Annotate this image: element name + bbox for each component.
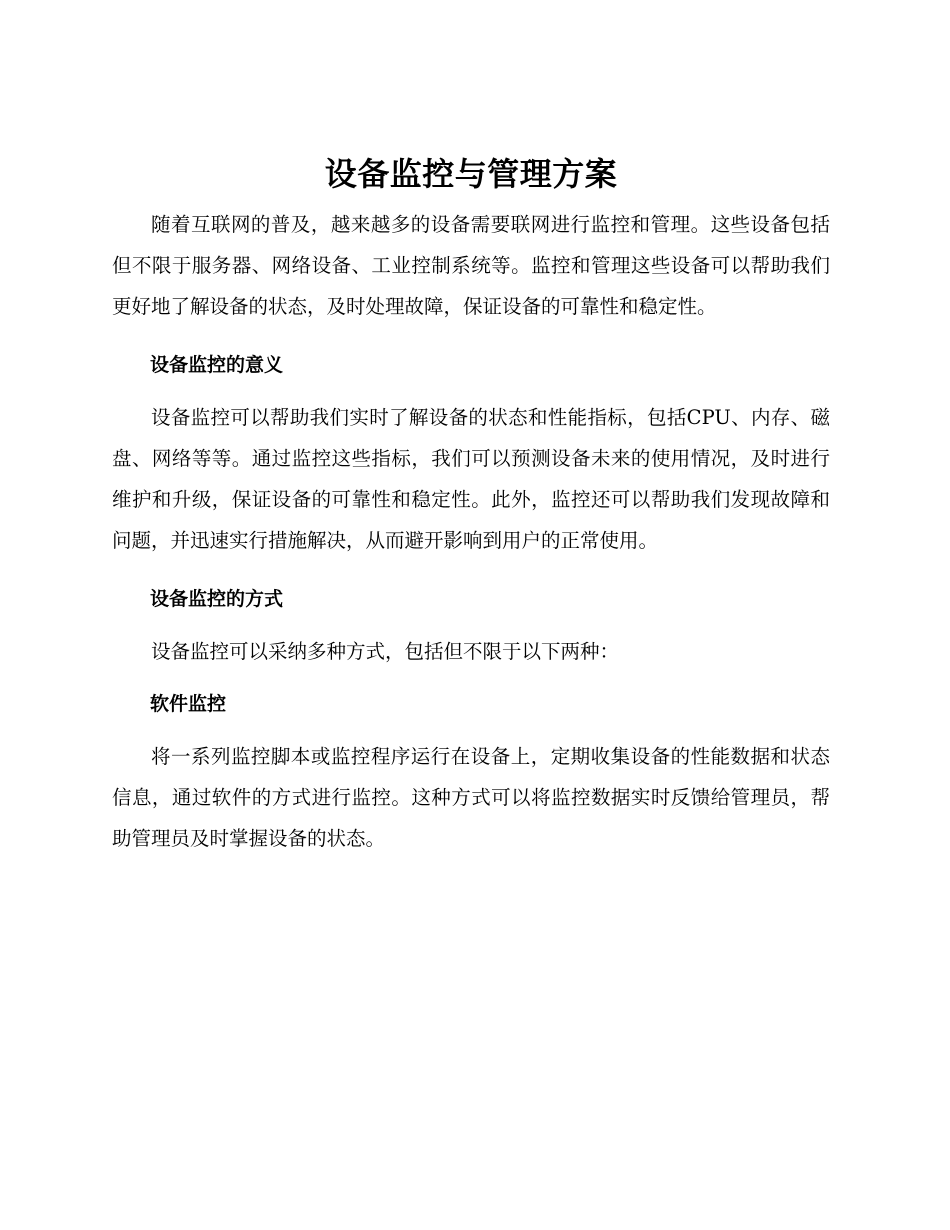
- section-heading-meaning: 设备监控的意义: [150, 354, 284, 376]
- section-heading-software: 软件监控: [150, 693, 227, 715]
- document-page: [112, 146, 830, 859]
- section-body-meaning: 设备监控可以帮助我们实时了解设备的状态和性能指标，包括CPU、内存、磁盘、网络等等。通过监控这些指标，我们可以预测设备未来的使用情况，及时进行维护和升级，保证设备的可靠性和稳定性。此外，监控还可以帮助我们发现故障和问题，并迅速实行措施解决，从而避开影响到用户的正常使用。: [112, 406, 830, 552]
- intro-paragraph: 随着互联网的普及，越来越多的设备需要联网进行监控和管理。这些设备包括但不限于服务器、网络设备、工业控制系统等。监控和管理这些设备可以帮助我们更好地了解设备的状态，及时处理故障，保证设备的可靠性和稳定性。: [112, 213, 830, 318]
- page-title: 设备监控与管理方案: [324, 155, 618, 193]
- section-heading-methods: 设备监控的方式: [150, 588, 284, 610]
- section-body-methods: 设备监控可以采纳多种方式，包括但不限于以下两种：: [151, 640, 620, 663]
- section-body-software: 将一系列监控脚本或监控程序运行在设备上，定期收集设备的性能数据和状态信息，通过软件的方式进行监控。这种方式可以将监控数据实时反馈给管理员，帮助管理员及时掌握设备的状态。: [112, 745, 830, 850]
